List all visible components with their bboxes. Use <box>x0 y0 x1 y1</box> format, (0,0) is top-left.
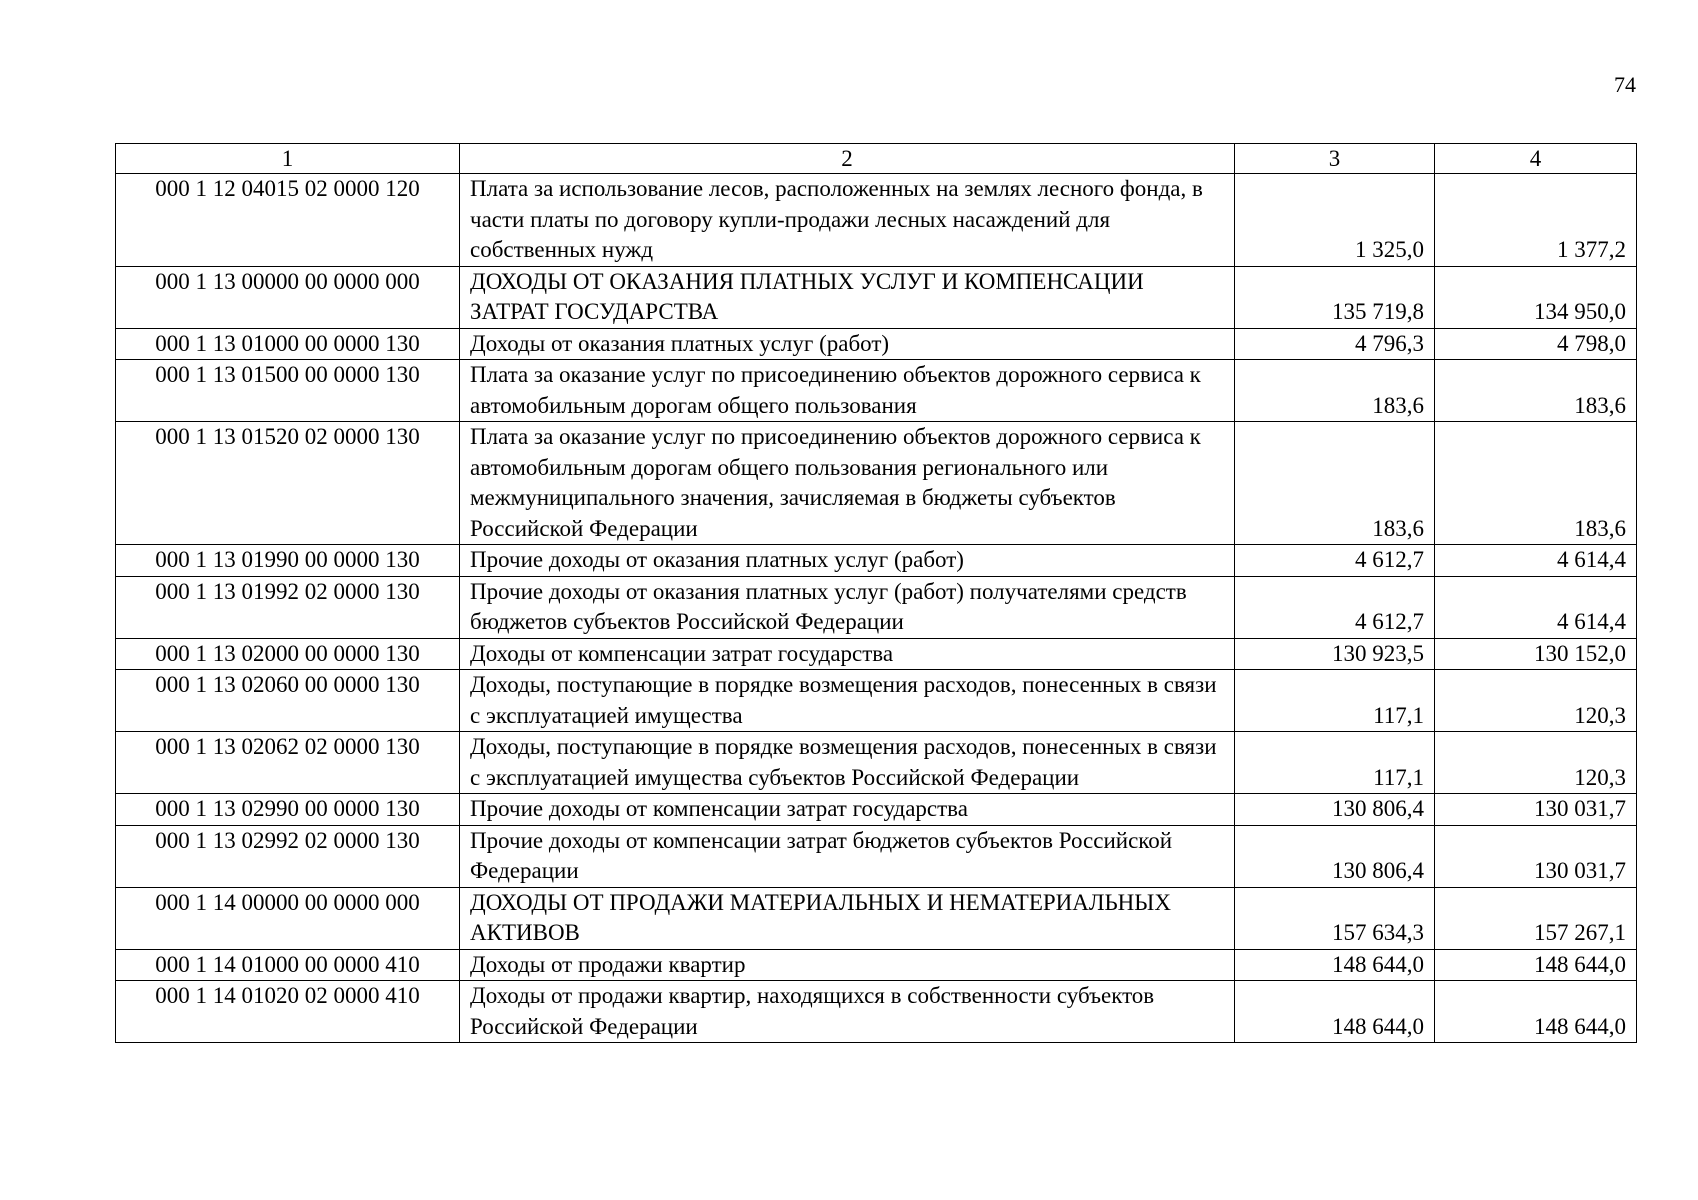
table-row <box>116 266 1637 328</box>
budget-code-cell: 000 1 13 01520 02 0000 130 <box>116 422 460 545</box>
value-col-4-cell: 4 798,0 <box>1435 328 1637 360</box>
value-col-3-cell: 4 612,7 <box>1235 545 1435 577</box>
description-cell: Плата за оказание услуг по присоединению объектов дорожного сервиса к автомобильным дорогам общего пользования регионального или межмуниципального значения, зачисляемая в бюджеты субъектов Российской Федерации <box>460 422 1235 545</box>
description-cell: Прочие доходы от оказания платных услуг (работ) <box>460 545 1235 577</box>
value-col-4-cell: 120,3 <box>1435 670 1637 732</box>
table-row <box>116 174 1637 267</box>
budget-code-cell: 000 1 14 01000 00 0000 410 <box>116 949 460 981</box>
value-col-4-cell: 183,6 <box>1435 360 1637 422</box>
header-col-1: 1 <box>116 144 460 174</box>
value-col-4-cell: 157 267,1 <box>1435 887 1637 949</box>
value-col-3-cell: 4 612,7 <box>1235 576 1435 638</box>
value-col-4-cell: 130 152,0 <box>1435 638 1637 670</box>
budget-code-cell: 000 1 13 02992 02 0000 130 <box>116 825 460 887</box>
description-cell: Прочие доходы от компенсации затрат государства <box>460 794 1235 826</box>
header-col-3: 3 <box>1235 144 1435 174</box>
header-col-2: 2 <box>460 144 1235 174</box>
budget-code-cell: 000 1 14 00000 00 0000 000 <box>116 887 460 949</box>
value-col-4-cell: 130 031,7 <box>1435 825 1637 887</box>
value-col-3-cell: 148 644,0 <box>1235 981 1435 1043</box>
revenue-table <box>115 143 1637 1043</box>
table-row <box>116 422 1637 545</box>
value-col-3-cell: 183,6 <box>1235 360 1435 422</box>
description-cell: Плата за использование лесов, расположенных на землях лесного фонда, в части платы по договору купли-продажи лесных насаждений для собственных нужд <box>460 174 1235 267</box>
value-col-4-cell: 1 377,2 <box>1435 174 1637 267</box>
table-header-row <box>116 144 1637 174</box>
table-row <box>116 825 1637 887</box>
value-col-3-cell: 117,1 <box>1235 732 1435 794</box>
value-col-4-cell: 4 614,4 <box>1435 576 1637 638</box>
table-row <box>116 360 1637 422</box>
budget-code-cell: 000 1 14 01020 02 0000 410 <box>116 981 460 1043</box>
description-cell: ДОХОДЫ ОТ ОКАЗАНИЯ ПЛАТНЫХ УСЛУГ И КОМПЕНСАЦИИ ЗАТРАТ ГОСУДАРСТВА <box>460 266 1235 328</box>
value-col-3-cell: 183,6 <box>1235 422 1435 545</box>
description-cell: Доходы от оказания платных услуг (работ) <box>460 328 1235 360</box>
value-col-3-cell: 4 796,3 <box>1235 328 1435 360</box>
value-col-3-cell: 130 806,4 <box>1235 794 1435 826</box>
description-cell: Доходы от продажи квартир <box>460 949 1235 981</box>
table-row <box>116 545 1637 577</box>
value-col-4-cell: 120,3 <box>1435 732 1637 794</box>
value-col-3-cell: 117,1 <box>1235 670 1435 732</box>
value-col-4-cell: 4 614,4 <box>1435 545 1637 577</box>
budget-code-cell: 000 1 13 01990 00 0000 130 <box>116 545 460 577</box>
table-row <box>116 732 1637 794</box>
value-col-4-cell: 183,6 <box>1435 422 1637 545</box>
table-row <box>116 794 1637 826</box>
table-row <box>116 328 1637 360</box>
budget-code-cell: 000 1 13 02000 00 0000 130 <box>116 638 460 670</box>
value-col-3-cell: 130 923,5 <box>1235 638 1435 670</box>
budget-code-cell: 000 1 13 00000 00 0000 000 <box>116 266 460 328</box>
table-row <box>116 949 1637 981</box>
table-row <box>116 887 1637 949</box>
table-row <box>116 981 1637 1043</box>
value-col-4-cell: 130 031,7 <box>1435 794 1637 826</box>
value-col-3-cell: 148 644,0 <box>1235 949 1435 981</box>
budget-code-cell: 000 1 13 02062 02 0000 130 <box>116 732 460 794</box>
description-cell: Прочие доходы от оказания платных услуг (работ) получателями средств бюджетов субъектов Российской Федерации <box>460 576 1235 638</box>
description-cell: Плата за оказание услуг по присоединению объектов дорожного сервиса к автомобильным дорогам общего пользования <box>460 360 1235 422</box>
table-row <box>116 576 1637 638</box>
description-cell: Доходы, поступающие в порядке возмещения расходов, понесенных в связи с эксплуатацией имущества <box>460 670 1235 732</box>
table-row <box>116 670 1637 732</box>
table-body <box>116 144 1637 1043</box>
budget-code-cell: 000 1 13 02060 00 0000 130 <box>116 670 460 732</box>
page-number: 74 <box>1614 72 1636 97</box>
description-cell: ДОХОДЫ ОТ ПРОДАЖИ МАТЕРИАЛЬНЫХ И НЕМАТЕРИАЛЬНЫХ АКТИВОВ <box>460 887 1235 949</box>
description-cell: Прочие доходы от компенсации затрат бюджетов субъектов Российской Федерации <box>460 825 1235 887</box>
table-row <box>116 638 1637 670</box>
budget-code-cell: 000 1 13 02990 00 0000 130 <box>116 794 460 826</box>
budget-code-cell: 000 1 13 01992 02 0000 130 <box>116 576 460 638</box>
budget-code-cell: 000 1 13 01000 00 0000 130 <box>116 328 460 360</box>
description-cell: Доходы от продажи квартир, находящихся в собственности субъектов Российской Федерации <box>460 981 1235 1043</box>
value-col-3-cell: 135 719,8 <box>1235 266 1435 328</box>
value-col-3-cell: 157 634,3 <box>1235 887 1435 949</box>
header-col-4: 4 <box>1435 144 1637 174</box>
value-col-4-cell: 134 950,0 <box>1435 266 1637 328</box>
description-cell: Доходы, поступающие в порядке возмещения расходов, понесенных в связи с эксплуатацией имущества субъектов Российской Федерации <box>460 732 1235 794</box>
description-cell: Доходы от компенсации затрат государства <box>460 638 1235 670</box>
budget-code-cell: 000 1 12 04015 02 0000 120 <box>116 174 460 267</box>
value-col-3-cell: 1 325,0 <box>1235 174 1435 267</box>
value-col-3-cell: 130 806,4 <box>1235 825 1435 887</box>
value-col-4-cell: 148 644,0 <box>1435 981 1637 1043</box>
value-col-4-cell: 148 644,0 <box>1435 949 1637 981</box>
budget-code-cell: 000 1 13 01500 00 0000 130 <box>116 360 460 422</box>
